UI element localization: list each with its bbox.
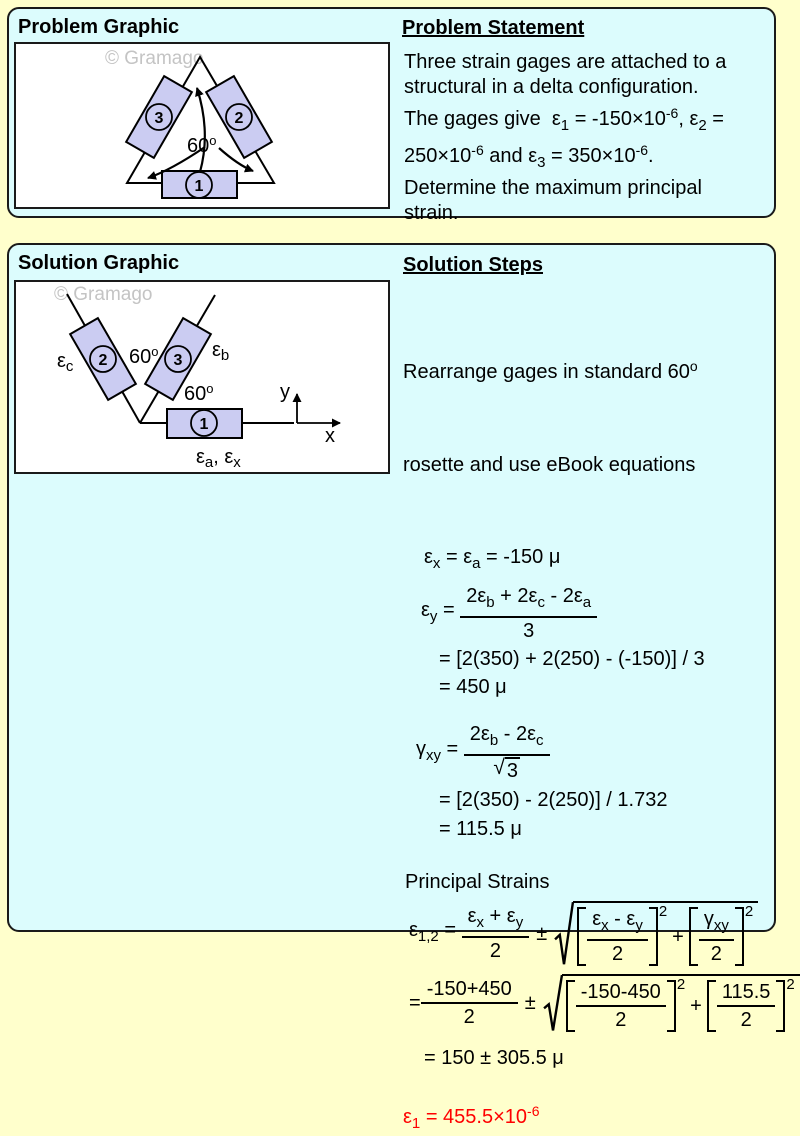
right-bracket [735, 907, 744, 966]
statement-line: strain. [404, 202, 459, 225]
equation-ex: $\varepsilon_x = \varepsilon_a = -150$ μ [424, 546, 561, 572]
angle-label-upper: 60$^o$ [129, 344, 159, 368]
plus-sign: + [672, 925, 684, 948]
exponent: 2 [744, 903, 754, 920]
gxy-substitution: = [2(350) - 2(250)] / 1.732 [439, 789, 668, 811]
plus-minus-sign: ± [536, 922, 548, 945]
equation-gxy [416, 722, 777, 841]
problem-statement-text [404, 50, 775, 226]
angle-label: 60$^o$ [187, 133, 217, 157]
equation-ey-main [421, 584, 777, 643]
angle-label-lower: 60$^o$ [184, 381, 214, 405]
gage-2-number: 2 [98, 352, 108, 369]
solution-steps-title: Solution Steps [403, 254, 543, 276]
sqrt-sign: √ [493, 756, 505, 779]
left-bracket [566, 980, 575, 1032]
plus-minus-sign: ± [524, 992, 536, 1014]
problem-statement-title: Problem Statement [402, 17, 585, 39]
up-arrow [197, 88, 205, 172]
left-bracket [707, 980, 716, 1032]
statement-line: structural in a delta configuration. [404, 76, 699, 99]
radical-sign [554, 901, 574, 967]
left-bracket [577, 907, 586, 966]
plus-sign: + [690, 995, 702, 1017]
right-bracket [649, 907, 658, 966]
radical [573, 901, 758, 966]
statement-line: The gages give $\varepsilon_1 = -150\times 10^{-6}$, $\varepsilon_2$ = [404, 104, 724, 134]
ey-substitution: = [2(350) + 2(250) - (-150)] / 3 [439, 648, 705, 670]
ey-result: = 450 μ [439, 676, 507, 698]
statement-line: Determine the maximum principal [404, 176, 702, 199]
gxy-lhs: $\gamma_{xy}$ = [416, 738, 464, 764]
gage-2-number: 2 [234, 110, 244, 127]
p2-lhs: = [409, 992, 421, 1014]
exponent: 2 [676, 976, 686, 993]
problem-panel [7, 7, 776, 225]
left-bracket [689, 907, 698, 966]
intro-text [403, 289, 777, 543]
epsilon-b-label: $\varepsilon_b$ [212, 339, 230, 364]
gage-1-number: 1 [194, 178, 204, 195]
ey-denominator: 3 [523, 620, 535, 642]
watermark: © Gramago [54, 284, 153, 305]
bracket-term-1: $\frac{\varepsilon_x - \varepsilon_y}{2}$ 2 [577, 907, 667, 966]
equation-gxy-main [416, 722, 777, 783]
epsilon-c-label: $\varepsilon_c$ [57, 350, 74, 375]
p1-lhs: $\varepsilon_{1,2}$ = [409, 919, 462, 945]
equation-ey [421, 584, 777, 699]
right-bracket [667, 980, 676, 1032]
solution-steps-column [401, 251, 795, 1136]
gage-3-number: 3 [154, 110, 164, 127]
p1-fraction: $\frac{\varepsilon_x + \varepsilon_y}{2}$ [462, 904, 530, 963]
x-axis-label: x [325, 425, 335, 447]
radical [562, 974, 800, 1032]
y-axis-label: y [280, 381, 290, 403]
ey-fraction [460, 584, 597, 643]
gage-3-number: 3 [173, 352, 183, 369]
ey-numerator: $2\varepsilon_b + 2\varepsilon_c - 2\varepsilon_a$ [460, 584, 597, 618]
exponent: 2 [658, 903, 668, 920]
equation-principal-numeric [409, 974, 795, 1032]
problem-graphic-title: Problem Graphic [18, 16, 180, 38]
intro-line-1: Rearrange gages in standard 60$^o$ [403, 358, 698, 383]
gxy-result: = 115.5 μ [439, 818, 522, 840]
solution-graphic-box [14, 280, 390, 474]
principal-strains-heading: Principal Strains [405, 871, 550, 893]
intro-line-2: rosette and use eBook equations [403, 454, 696, 476]
bracket-term-1: $\frac{-150-450}{2}$ 2 [566, 980, 685, 1032]
exponent: 2 [786, 976, 795, 993]
gage-1-number: 1 [199, 416, 209, 433]
problem-statement-column [401, 13, 775, 226]
p1-numerator: $\varepsilon_x + \varepsilon_y$ [462, 904, 530, 938]
problem-graphic-svg [16, 44, 388, 207]
watermark: © Gramago [105, 48, 204, 69]
problem-graphic-box [14, 42, 390, 209]
gxy-fraction [464, 722, 550, 783]
solution-graphic-title: Solution Graphic [18, 252, 180, 274]
equation-principal-result: = 150 ± 305.5 μ [424, 1047, 564, 1069]
ey-lhs: $\varepsilon_y$ = [421, 599, 461, 625]
bracket-term-2: $\frac{115.5}{2}$ 2 [707, 980, 795, 1032]
equation-principal-symbolic [409, 901, 777, 966]
gxy-numerator: $2\varepsilon_b - 2\varepsilon_c$ [464, 722, 550, 756]
statement-line: $250\times 10^{-6}$ and $\varepsilon_3 = 350\times 10^{-6}$. [404, 142, 654, 172]
statement-line: Three strain gages are attached to a [404, 51, 727, 73]
final-answer: $\varepsilon_1 = 455.5\times 10^{-6}$ [403, 1103, 540, 1132]
right-bracket [776, 980, 785, 1032]
solution-panel [7, 243, 795, 1132]
epsilon-a-x-label: $\varepsilon_a$, $\varepsilon_x$ [196, 446, 241, 471]
solution-graphic-svg [16, 282, 388, 472]
bracket-term-2: $\frac{\gamma_{xy}}{2}$ 2 [689, 907, 753, 966]
p2-fraction: $\frac{-150+450}{2}$ [421, 977, 518, 1029]
radical-sign [543, 974, 563, 1033]
gxy-denominator: √ 3 [493, 756, 518, 782]
